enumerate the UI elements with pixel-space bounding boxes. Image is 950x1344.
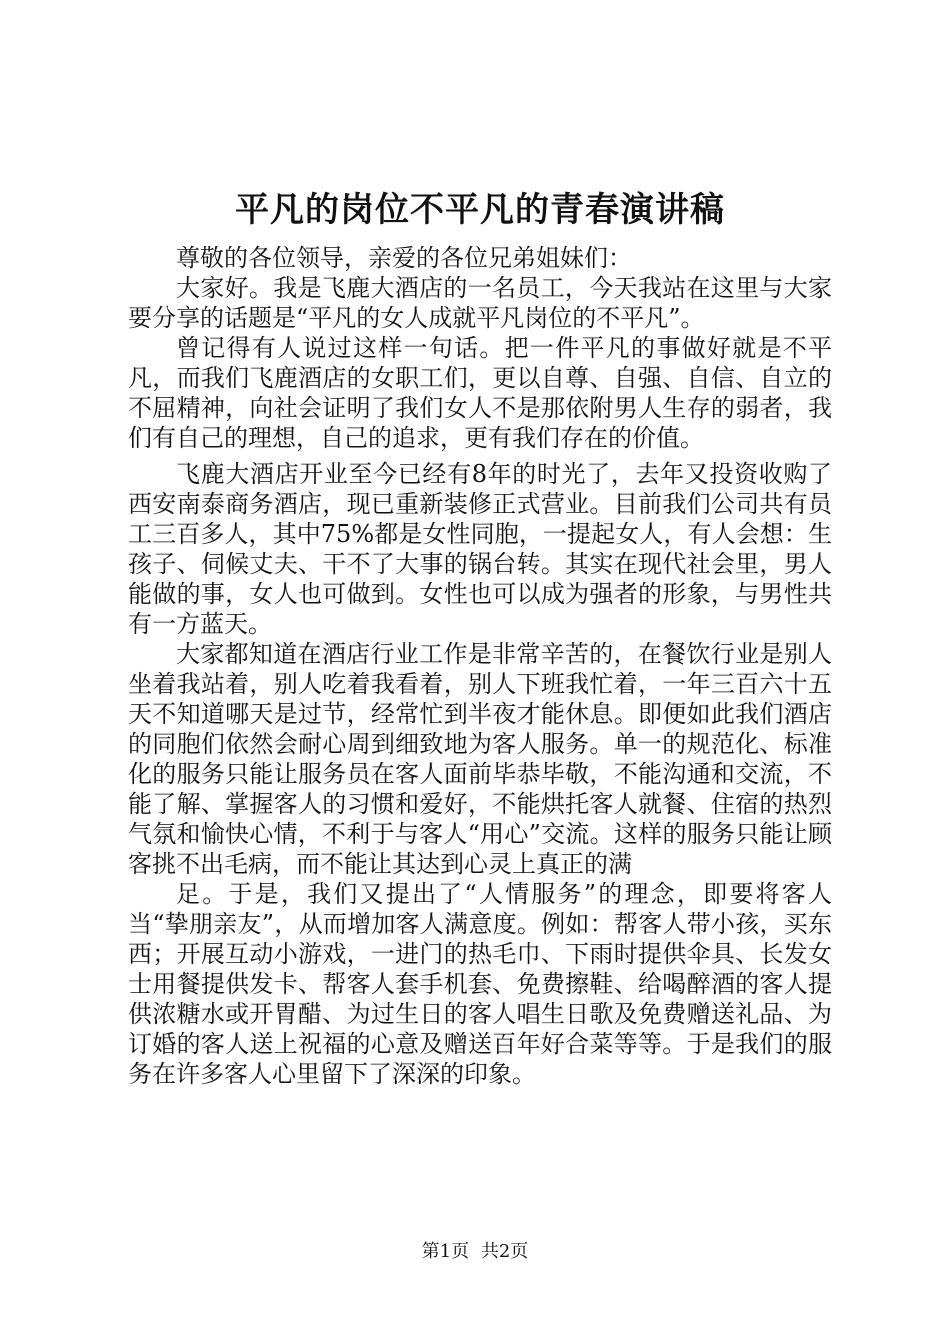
body-paragraph: 曾记得有人说过这样一句话。把一件平凡的事做好就是不平凡，而我们飞鹿酒店的女职工们，更以自尊、自强、自信、自立的不屈精神，向社会证明了我们女人不是那依附男人生存的弱者，我们有自己的理想，自己的追求，更有我们存在的价值。: [128, 334, 832, 452]
document-page: [128, 185, 832, 1089]
document-title: 平凡的岗位不平凡的青春演讲稿: [235, 190, 725, 230]
body-paragraph: 足。于是，我们又提出了“人情服务”的理念，即要将客人当“挚朋亲友”，从而增加客人满意度。例如：帮客人带小孩，买东西；开展互动小游戏，一进门的热毛巾、下雨时提供伞具、长发女士用餐提供发卡、帮客人套手机套、免费擦鞋、给喝醉酒的客人提供浓糖水或开胃醋、为过生日的客人唱生日歌及免费赠送礼品、为订婚的客人送上祝福的心意及赠送百年好合菜等等。于是我们的服务在许多客人心里留下了深深的印象。: [128, 880, 832, 1088]
body-paragraph: 飞鹿大酒店开业至今已经有8年的时光了，去年又投资收购了西安南泰商务酒店，现已重新装修正式营业。目前我们公司共有员工三百多人，其中75%都是女性同胞，一提起女人，有人会想：生孩子、伺候丈夫、干不了大事的锅台转。其实在现代社会里，男人能做的事，女人也可做到。女性也可以成为强者的形象，与男性共有一方蓝天。: [128, 460, 832, 638]
page-number-total: 共2页: [480, 1241, 529, 1262]
salutation-paragraph: 尊敬的各位领导，亲爱的各位兄弟姐妹们：: [176, 244, 632, 272]
page-footer: [0, 1240, 950, 1264]
body-paragraph: 大家好。我是飞鹿大酒店的一名员工，今天我站在这里与大家要分享的话题是“平凡的女人成就平凡岗位的不平凡”。: [128, 274, 832, 332]
page-number-current: 第1页: [421, 1241, 470, 1262]
body-paragraph: 大家都知道在酒店行业工作是非常辛苦的，在餐饮行业是别人坐着我站着，别人吃着我看着，别人下班我忙着，一年三百六十五天不知道哪天是过节，经常忙到半夜才能休息。即便如此我们酒店的同胞们依然会耐心周到细致地为客人服务。单一的规范化、标准化的服务只能让服务员在客人面前毕恭毕敬，不能沟通和交流，不能了解、掌握客人的习惯和爱好，不能烘托客人就餐、住宿的热烈气氛和愉快心情，不利于与客人“用心”交流。这样的服务只能让顾客挑不出毛病，而不能让其达到心灵上真正的满: [128, 640, 832, 878]
